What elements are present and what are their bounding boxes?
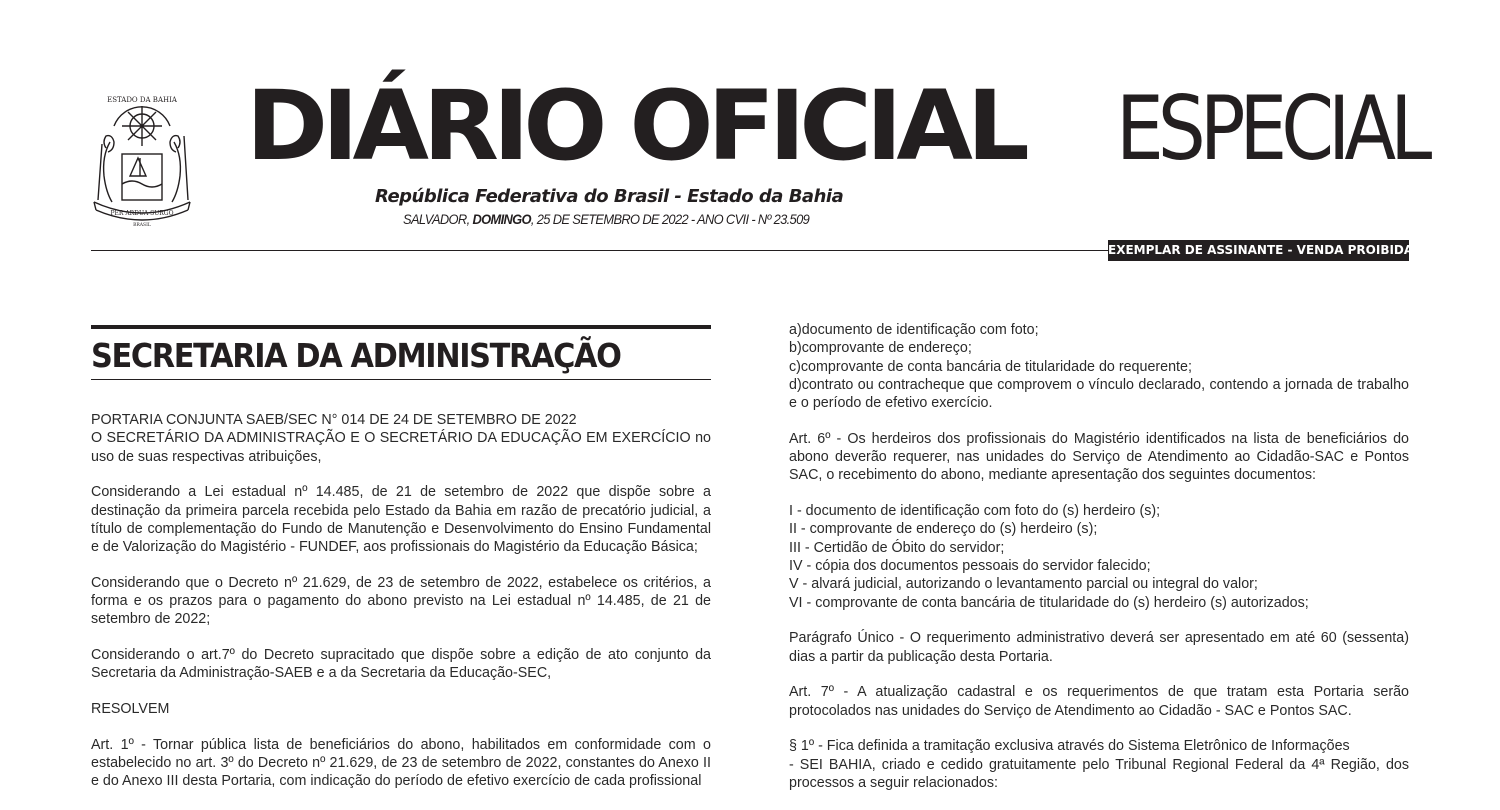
list-item: II - comprovante de endereço do (s) herdeiro (s);: [789, 521, 1098, 538]
required-documents-list: [789, 321, 1409, 412]
portaria-heading: PORTARIA CONJUNTA SAEB/SEC N° 014 DE 24 DE SETEMBRO DE 2022: [91, 412, 577, 428]
paragraph-1: [789, 737, 1409, 792]
paragrafo-unico: Parágrafo Único - O requerimento administrativo deverá ser apresentado em até 60 (sessenta) dias a partir da publicação desta Portaria.: [789, 630, 1409, 665]
republic-subtitle: República Federativa do Brasil - Estado da Bahia: [375, 186, 844, 207]
left-column: [91, 411, 711, 808]
list-item: b)comprovante de endereço;: [789, 340, 972, 357]
list-item: V - alvará judicial, autorizando o levantamento parcial ou integral do valor;: [789, 576, 1258, 593]
list-item: III - Certidão de Óbito do servidor;: [789, 539, 1005, 556]
secretaries-intro: O SECRETÁRIO DA ADMINISTRAÇÃO E O SECRETÁRIO DA EDUCAÇÃO EM EXERCÍCIO no uso de suas respectivas atribuições,: [91, 430, 711, 465]
paragraph-1-line1: § 1º - Fica definida a tramitação exclusiva através do Sistema Eletrônico de Informações: [789, 738, 1350, 755]
dateline-city: SALVADOR,: [403, 211, 470, 227]
masthead-title: DIÁRIO OFICIAL: [246, 70, 1024, 182]
dateline-rest: , 25 DE SETEMBRO DE 2022 - ANO CVII - Nº 23.509: [530, 211, 810, 227]
list-item: d)contrato ou contracheque que comprovem o vínculo declarado, contendo a jornada de trabalho e o período de efetivo exercício.: [789, 376, 1409, 412]
list-item: IV - cópia dos documentos pessoais do servidor falecido;: [789, 558, 1151, 575]
list-item: I - documento de identificação com foto do (s) herdeiro (s);: [789, 503, 1161, 520]
article-7: Art. 7º - A atualização cadastral e os requerimentos de que tratam esta Portaria serão protocolados nas unidades do Serviço de Atendimento ao Cidadão - SAC e Pontos SAC.: [789, 684, 1409, 719]
section-title: SECRETARIA DA ADMINISTRAÇÃO: [91, 336, 621, 375]
dateline-day: DOMINGO: [472, 211, 531, 227]
resolvem-label: RESOLVEM: [91, 701, 170, 718]
paragraph-considerando-art7: Considerando o art.7º do Decreto supracitado que dispõe sobre a edição de ato conjunto da Secretaria da Administração-SAEB e a da Secretaria da Educação-SEC,: [91, 647, 711, 682]
dateline: [403, 211, 809, 227]
crest-motto: PER ARDUA SURGO: [110, 210, 174, 217]
section-top-bar: [91, 325, 711, 329]
list-item: a)documento de identificação com foto;: [789, 322, 1039, 338]
crest-top-text: ESTADO DA BAHIA: [107, 96, 177, 104]
section-divider: [91, 379, 711, 380]
heir-documents-list: [789, 502, 1409, 612]
list-item: VI - comprovante de conta bancária de titularidade do (s) herdeiro (s) autorizados;: [789, 594, 1309, 611]
bahia-coat-of-arms-icon: [84, 92, 200, 230]
crest-country: BRASIL: [133, 223, 151, 228]
paragraph-1-line2: - SEI BAHIA, criado e cedido gratuitamente pelo Tribunal Regional Federal da 4ª Região, dos processos a seguir relacionados:: [789, 756, 1409, 791]
paragraph-considerando-decreto: Considerando que o Decreto nº 21.629, de 23 de setembro de 2022, estabelece os critérios, a forma e os prazos para o pagamento do abono previsto na Lei estadual nº 14.485, de 21 de setembro de 2022;: [91, 574, 711, 628]
list-item: c)comprovante de conta bancária de titularidade do requerente;: [789, 358, 1192, 375]
right-column: [789, 321, 1409, 810]
edition-label: ESPECIAL: [1116, 77, 1427, 180]
paragraph-considerando-lei: Considerando a Lei estadual nº 14.485, de 21 de setembro de 2022 que dispõe sobre a destinação da primeira parcela recebida pelo Estado da Bahia em razão de precatório judicial, a título de complementação do Fundo de Manutenção e Desenvolvimento do Ensino Fundamental e de Valorização do Magistério - FUNDEF, aos profissionais do Magistério da Educação Básica;: [91, 484, 711, 556]
subscriber-badge: EXEMPLAR DE ASSINANTE - VENDA PROIBIDA: [1108, 240, 1409, 261]
article-6: Art. 6º - Os herdeiros dos profissionais do Magistério identificados na lista de beneficiários do abono deverão requerer, nas unidades do Serviço de Atendimento ao Cidadão-SAC e Pontos SAC, o recebimento do abono, mediante apresentação dos seguintes documentos:: [789, 430, 1409, 484]
article-1: Art. 1º - Tornar pública lista de beneficiários do abono, habilitados em conformidade com o estabelecido no art. 3º do Decreto nº 21.629, de 23 de setembro de 2022, constantes do Anexo II e do Anexo III desta Portaria, com indicação do período de efetivo exercício de cada profissional: [91, 736, 711, 790]
